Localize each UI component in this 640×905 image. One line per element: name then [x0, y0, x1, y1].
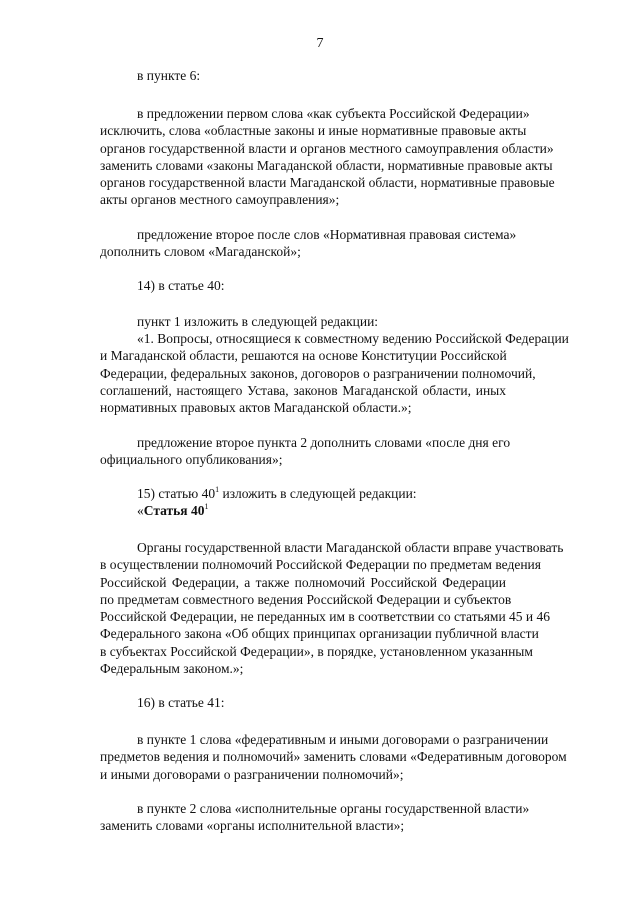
article-heading-superscript: 1	[204, 502, 209, 511]
text-line: Федерации, федеральных законов, договоров о разграничении полномочий,	[100, 365, 536, 381]
article-heading	[137, 502, 208, 519]
paragraph-p3	[100, 226, 517, 261]
p8-text: 15) статью 40	[137, 486, 216, 501]
paragraph-p8	[137, 485, 417, 502]
article-heading-quote: «	[137, 503, 144, 518]
text-line: предметов ведения и полномочий» заменить словами «Федеративным договором	[100, 749, 567, 765]
text-line: нормативных правовых актов Магаданской области.»;	[100, 400, 412, 416]
paragraph-p13	[100, 800, 530, 835]
paragraph-p4: 14) в статье 40:	[137, 278, 225, 293]
text-line: в пункте 1 слова «федеративным и иными договорами о разграничении	[137, 732, 549, 747]
paragraph-p5: пункт 1 изложить в следующей редакции:	[137, 314, 379, 329]
text-line: и Магаданской области, решаются на основе Конституции Российской	[100, 348, 507, 364]
page-number: 7	[316, 36, 324, 51]
paragraph-p1: в пункте 6:	[137, 68, 201, 83]
text-line: Федеральным законом.»;	[100, 661, 244, 677]
p8-superscript: 1	[215, 485, 220, 494]
text-line: и иными договорами о разграничении полномочий»;	[100, 766, 404, 782]
text-line: Российской Федерации, не переданных им в соответствии со статьями 45 и 46	[100, 609, 551, 625]
article-heading-title: Статья 40	[143, 503, 205, 518]
text-line: исключить, слова «областные законы и иные нормативные правовые акты	[100, 123, 527, 139]
text-line: в осуществлении полномочий Российской Федерации по предметам ведения	[100, 557, 541, 573]
text-line: по предметам совместного ведения Российской Федерации и субъектов	[100, 591, 512, 607]
p8-text-rest: изложить в следующей редакции:	[219, 486, 417, 501]
text-line: в предложении первом слова «как субъекта Российской Федерации»	[137, 106, 530, 121]
text-line: дополнить словом «Магаданской»;	[100, 244, 301, 260]
text-line: Федерального закона «Об общих принципах организации публичной власти	[100, 626, 539, 642]
paragraph-p11: 16) в статье 41:	[137, 695, 225, 710]
text-line: «1. Вопросы, относящиеся к совместному ведению Российской Федерации	[137, 331, 569, 346]
paragraph-p12	[100, 731, 567, 783]
paragraph-p2	[100, 105, 555, 209]
text-line: предложение второе пункта 2 дополнить словами «после дня его	[137, 435, 511, 450]
text-line: соглашений, настоящего Устава, законов Магаданской области, иных	[100, 382, 506, 398]
paragraph-p7	[100, 434, 511, 469]
text-line: заменить словами «органы исполнительной власти»;	[100, 818, 405, 834]
text-line: Органы государственной власти Магаданской области вправе участвовать	[137, 540, 564, 555]
text-line: в субъектах Российской Федерации», в порядке, установленном указанным	[100, 643, 533, 659]
text-line: предложение второе после слов «Нормативная правовая система»	[137, 227, 517, 242]
text-line: заменить словами «законы Магаданской области, нормативные правовые акты	[100, 157, 553, 173]
text-line: акты органов местного самоуправления»;	[100, 192, 340, 208]
text-line: органов государственной власти Магаданской области, нормативные правовые	[100, 175, 555, 191]
text-line: официального опубликования»;	[100, 452, 283, 468]
paragraph-p6	[100, 330, 569, 416]
text-line: в пункте 2 слова «исполнительные органы государственной власти»	[137, 801, 530, 816]
text-line: Российской Федерации, а также полномочий Российской Федерации	[100, 574, 506, 590]
paragraph-p10	[100, 539, 564, 677]
text-line: органов государственной власти и органов местного самоуправления области»	[100, 140, 554, 156]
